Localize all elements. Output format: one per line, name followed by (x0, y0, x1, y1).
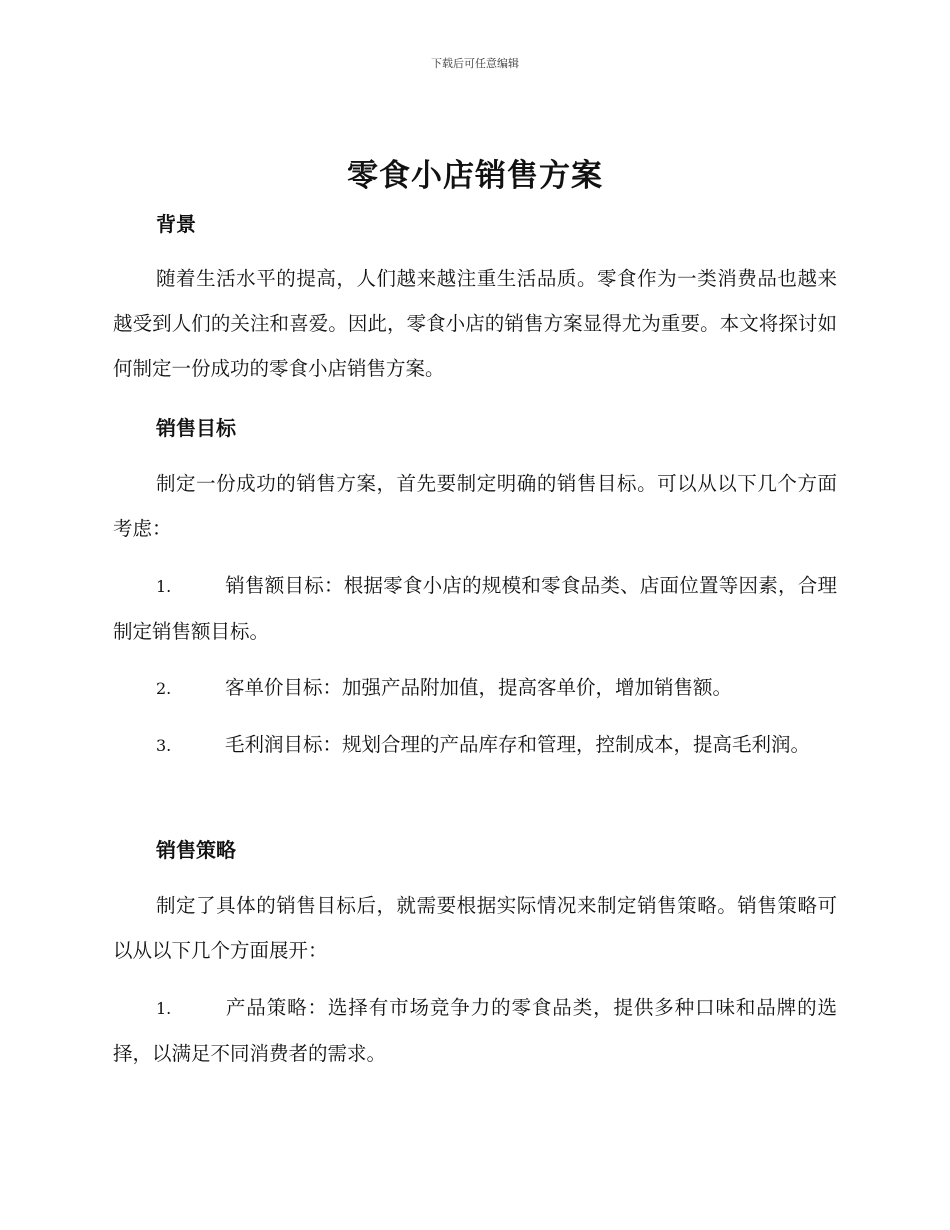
list-item (113, 985, 837, 1076)
list-item-number: 1. (156, 999, 172, 1018)
list-item-number: 2. (156, 679, 172, 698)
list-item-number: 3. (156, 736, 172, 755)
list-item-text: 产品策略：选择有市场竞争力的零食品类，提供多种口味和品牌的选择，以满足不同消费者的需求。 (113, 996, 837, 1065)
list-item (113, 722, 837, 768)
list-item (113, 665, 837, 711)
section-heading-background: 背景 (156, 212, 196, 236)
paragraph-targets: 制定一份成功的销售方案，首先要制定明确的销售目标。可以从以下几个方面考虑： (113, 472, 837, 540)
header-note: 下载后可任意编辑 (431, 57, 519, 70)
paragraph-background: 随着生活水平的提高，人们越来越注重生活品质。零食作为一类消费品也越来越受到人们的关注和喜爱。因此，零食小店的销售方案显得尤为重要。本文将探讨如何制定一份成功的零食小店销售方案。 (113, 267, 837, 380)
list-item-number: 1. (156, 577, 172, 596)
paragraph-strategy: 制定了具体的销售目标后，就需要根据实际情况来制定销售策略。销售策略可以从以下几个方面展开： (113, 894, 837, 962)
document-title: 零食小店销售方案 (347, 158, 603, 194)
section-heading-strategy: 销售策略 (156, 838, 236, 862)
list-item-text: 销售额目标：根据零食小店的规模和零食品类、店面位置等因素，合理制定销售额目标。 (113, 574, 837, 643)
list-item-text: 毛利润目标：规划合理的产品库存和管理，控制成本，提高毛利润。 (225, 733, 811, 756)
list-item-text: 客单价目标：加强产品附加值，提高客单价，增加销售额。 (225, 676, 733, 699)
section-heading-targets: 销售目标 (156, 416, 236, 440)
list-item (113, 563, 837, 654)
